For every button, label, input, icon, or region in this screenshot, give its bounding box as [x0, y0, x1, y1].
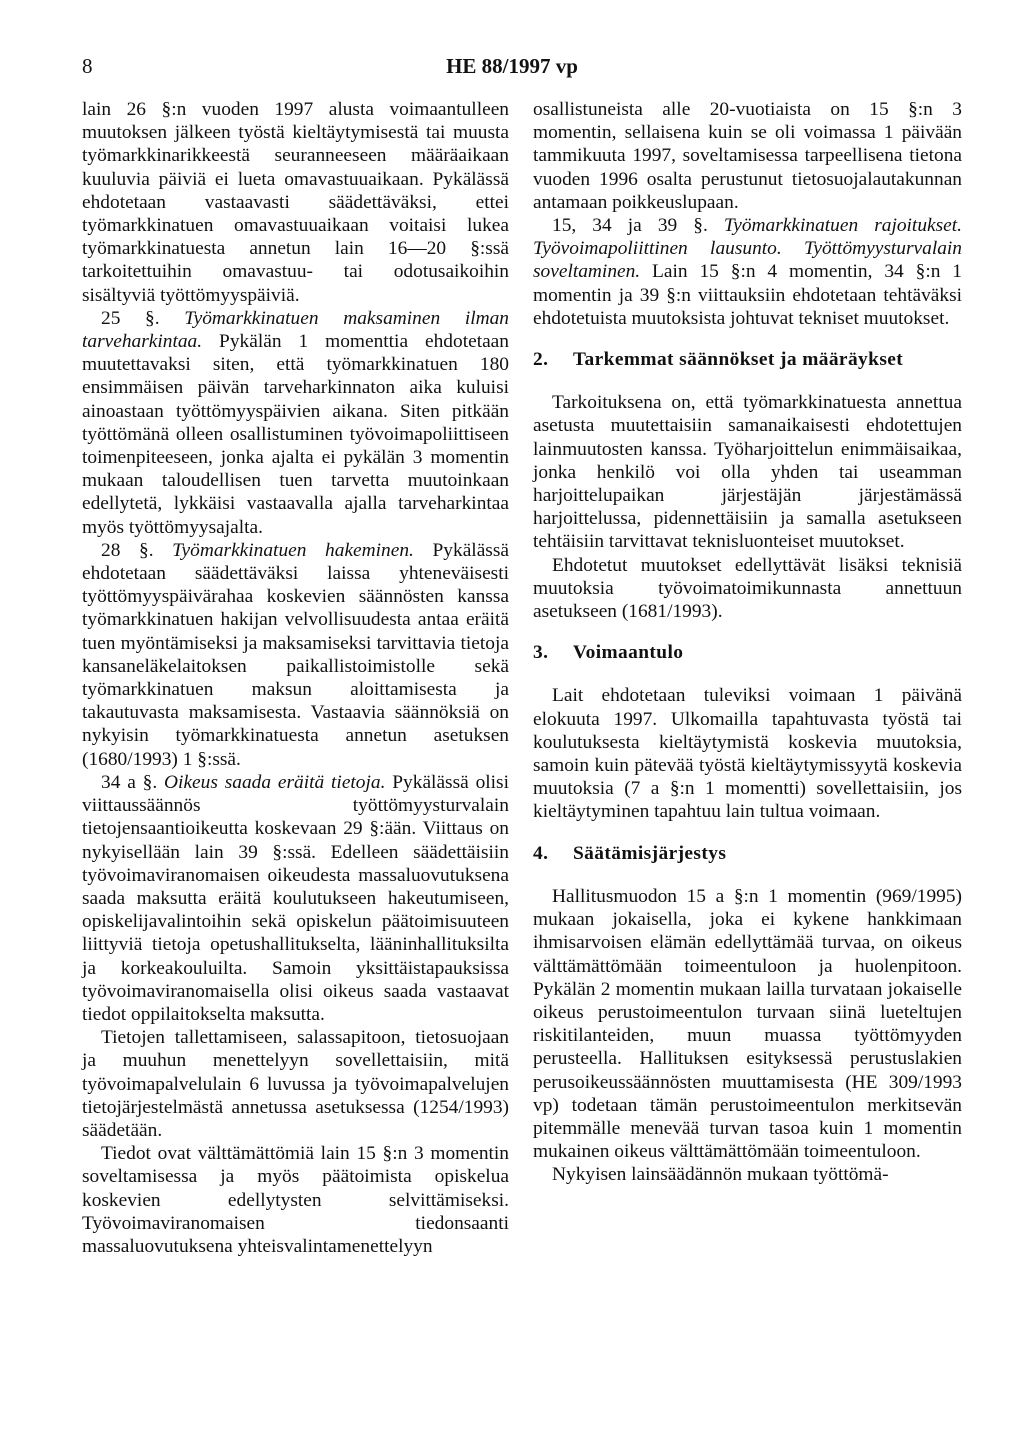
section-title: Työmarkkinatuen rajoitukset. Työvoimapoliittinen lausunto. Työttömyysturvalain soveltaminen.: [533, 215, 963, 283]
paragraph: Nykyisen lainsäädännön mukaan työttömä-: [552, 1164, 889, 1186]
section-ref: 28 §.: [101, 539, 173, 561]
section-number: 3.: [533, 642, 549, 664]
section-ref: 25 §.: [101, 307, 185, 329]
paragraph-body: Pykälässä ehdotetaan säädettäväksi laissa yhteneväisesti työttömyyspäivärahaa koskevien säännösten kanssa työmarkkinatuen hakijan velvollisuudesta antaa eräitä tuen myöntämiseksi ja maksamiseksi tarvittavia tietoja kansaneläkelaitoksen paikallistoimistolle sekä työmarkkinatuen maksun aloittamisesta ja takautuvasta maksamisesta. Vastaavia säännöksiä on nykyisin työmarkkinatuesta annetun asetuksen (1680/1993) 1 §:ssä.: [82, 539, 509, 770]
section-heading-3: [533, 641, 962, 664]
section-ref: 15, 34 ja 39 §.: [552, 215, 724, 237]
paragraph-body: Lain 15 §:n 4 momentin, 34 §:n 1 momentin ja 39 §:n viittauksiin ehdotetaan tehtäväksi ehdotetuista muutoksista johtuvat tekniset muutokset.: [533, 261, 962, 329]
section-number: 4.: [533, 842, 549, 864]
paragraph-body: Pykälässä olisi viittaussäännös työttömyysturvalain tietojensaantioikeutta koskevaan 29 §:ään. Viittaus on nykyisellään lain 39 §:ssä. Edelleen säädettäisiin työvoimaviranomaisen oikeudesta massaluovutuksena saada maksutta eräitä koulutukseen hakeutumiseen, opiskelijavalintoihin sekä opiskelun päätoimisuuteen liittyviä tietoja opetushallitukselta, lääninhallituksilta ja korkeakouluilta. Samoin yksittäistapauksissa työvoimaviranomaisella olisi oikeus saada vastaavat tiedot oppilaitokselta maksutta.: [82, 771, 509, 1025]
running-title: HE 88/1997 vp: [446, 54, 578, 78]
paragraph: osallistuneista alle 20-vuotiaista on 15 §:n 3 momentin, sellaisena kuin se oli voimassa 1 päivään tammikuuta 1997, soveltamisessa tarpeellisena tietona vuoden 1996 osalta perustunut tietosuojalautakunnan antamaan poikkeuslupaan.: [533, 99, 962, 213]
paragraph: Lait ehdotetaan tuleviksi voimaan 1 päivänä elokuuta 1997. Ulkomailla tapahtuvasta työstä tai koulutuksesta kieltäytymistä koskevia muutoksia, samoin kuin pätevää työstä kieltäytymissyytä koskevia muutoksia (7 a §:n 1 momentti) sovellettaisiin, jos kieltäytyminen tapahtuu lain tultua voimaan.: [533, 685, 962, 823]
section-heading-2: [533, 348, 962, 371]
section-heading-title: Säätämisjärjestys: [573, 842, 727, 864]
section-title: Työmarkkinatuen maksaminen ilman tarveharkintaa.: [82, 307, 509, 353]
paragraph-section-28: [82, 539, 509, 771]
page-number: 8: [82, 54, 93, 78]
paragraph: Tiedot ovat välttämättömiä lain 15 §:n 3 momentin soveltamisessa ja myös päätoimista opiskelua koskevien edellytysten selvittämiseksi. Työvoimaviranomaisen tiedonsaanti massaluovutuksena yhteisvalintamenettelyyn: [82, 1143, 509, 1257]
paragraph: Tietojen tallettamiseen, salassapitoon, tietosuojaan ja muuhun menettelyyn sovellettaisiin, mitä työvoimapalvelulain 6 luvussa ja työvoimapalvelujen tietojärjestelmästä annetussa asetuksessa (1254/1993) säädetään.: [82, 1027, 509, 1141]
section-heading-title: Voimaantulo: [573, 642, 684, 664]
section-number: 2.: [533, 349, 549, 371]
section-title: Työmarkkinatuen hakeminen.: [172, 539, 414, 561]
paragraph-body: Pykälän 1 momenttia ehdotetaan muutettavaksi siten, että työmarkkinatuen 180 ensimmäisen päivän tarveharkinnaton aika kuluisi ainoastaan työttömyyspäivien aikana. Siten pitkään työttömänä olleen osallistuminen työvoimapoliittiseen toimenpiteeseen, jonka ajalta ei pykälän 3 momentin mukaan taloudellisen tuen tarvetta muutoinkaan edellytetä, lykkäisi vastaavalla ajalla tarveharkintaa myös työttömyysajalta.: [82, 331, 509, 538]
section-ref: 34 a §.: [101, 771, 165, 793]
paragraph-section-25: [82, 307, 509, 539]
paragraph-section-34a: [82, 771, 509, 1026]
paragraph: Tarkoituksena on, että työmarkkinatuesta annettua asetusta muutettaisiin samanaikaisesti ehdotettujen lainmuutosten kanssa. Työharjoittelun enimmäisaikaa, jonka henkilö voi olla yhden tai useamman harjoittelupaikan järjestäjän järjestämässä harjoittelussa, pidennettäisiin ja samalla asetukseen tehtäisiin tarvittavat teknisluonteiset muutokset.: [533, 392, 962, 553]
section-title: Oikeus saada eräitä tietoja.: [164, 771, 386, 793]
right-column: [533, 98, 962, 1187]
paragraph: Ehdotetut muutokset edellyttävät lisäksi teknisiä muutoksia työvoimatoimikunnasta annettuun asetukseen (1681/1993).: [533, 554, 962, 623]
paragraph-section-15-34-39: [533, 214, 962, 330]
left-column: [82, 98, 509, 1258]
section-heading-4: [533, 842, 962, 865]
section-heading-title: Tarkemmat säännökset ja määräykset: [573, 349, 904, 371]
paragraph: lain 26 §:n vuoden 1997 alusta voimaantulleen muutoksen jälkeen työstä kieltäytymisestä tai muusta työmarkkinarikkeestä seuranneeseen määräaikaan kuuluvia päiviä ei lueta omavastuuaikaan. Pykälässä ehdotetaan vastaavasti säädettäväksi, ettei työmarkkinatuen omavastuuaikaan voitaisi lukea työmarkkinatuesta annetun lain 16—20 §:ssä tarkoitettuihin omavastuu- tai odotusaikoihin sisältyviä työttömyyspäiviä.: [82, 99, 509, 306]
paragraph: Hallitusmuodon 15 a §:n 1 momentin (969/1995) mukaan jokaisella, joka ei kykene hankkimaan ihmisarvoisen elämän edellyttämää turvaa, on oikeus välttämättömään toimeentuloon ja huolenpitoon. Pykälän 2 momentin mukaan lailla turvataan jokaiselle oikeus perustoimeentulon turvaan siinä lueteltujen riskitilanteiden, muun muassa työttömyyden perusteella. Hallituksen esityksessä perustuslakien perusoikeussäännösten muuttamisesta (HE 309/1993 vp) todetaan tämän perustoimeentulon merkitsevän pitemmälle menevää turvan tasoa kuin 1 momentin mukainen oikeus välttämättömään toimeentuloon.: [533, 885, 962, 1163]
